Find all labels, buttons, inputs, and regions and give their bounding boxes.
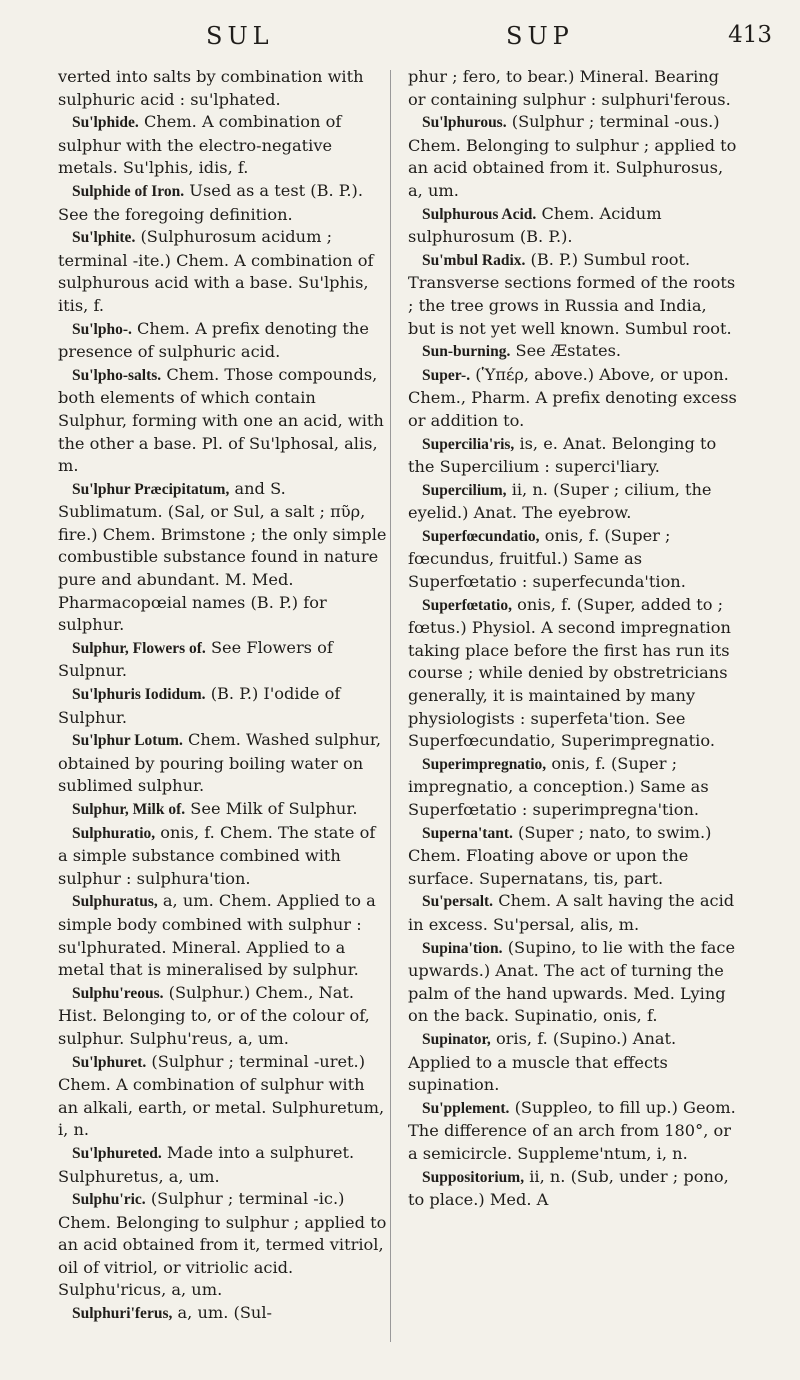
dictionary-entry bbox=[408, 364, 738, 433]
dictionary-entry bbox=[58, 1142, 388, 1188]
dictionary-entry bbox=[408, 594, 738, 753]
entry-definition: (Sulphur.) Chem., Nat. Hist. Belonging to, or of the colour of, sulphur. Sulphu'reus, a, um. bbox=[58, 982, 370, 1048]
dictionary-entry bbox=[58, 1051, 388, 1142]
entry-headword: Su'lphureted. bbox=[72, 1144, 162, 1162]
entry-definition: ii, n. (Sub, under ; pono, to place.) Med. A bbox=[408, 1166, 729, 1210]
entry-headword: Sulphur, Milk of. bbox=[72, 801, 186, 818]
dictionary-entry bbox=[408, 525, 738, 594]
entry-definition: Chem. Acidum sulphurosum (B. P.). bbox=[408, 203, 662, 247]
entry-definition: verted into salts by combination with sulphuric acid : su'lphated. bbox=[58, 67, 364, 109]
dictionary-entry bbox=[58, 364, 388, 478]
entry-definition: oris, f. (Supino.) Anat. Applied to a muscle that effects supination. bbox=[408, 1028, 677, 1095]
entry-definition: Made into a sulphuret. Sulphuretus, a, um. bbox=[58, 1142, 355, 1186]
entry-definition: (Super ; nato, to swim.) Chem. Floating above or upon the surface. Supernatans, tis, part. bbox=[408, 822, 712, 888]
entry-headword: Su'lphite. bbox=[72, 229, 136, 247]
entry-headword: Su'persalt. bbox=[422, 893, 494, 911]
entry-headword: Su'lphurous. bbox=[422, 114, 507, 132]
dictionary-entry bbox=[58, 226, 388, 317]
entry-definition: a, um. Chem. Applied to a simple body combined with sulphur : su'lphurated. Mineral. Applied to a metal that is mineralised by sulphur. bbox=[58, 891, 376, 980]
entry-definition: ii, n. (Super ; cilium, the eyelid.) Anat. The eyebrow. bbox=[408, 479, 712, 523]
entry-definition: See Flowers of Sulpnur. bbox=[58, 637, 333, 681]
dictionary-entry bbox=[408, 340, 738, 364]
entry-headword: Su'lpho-salts. bbox=[72, 366, 162, 384]
entry-headword: Superimpregnatio, bbox=[422, 755, 547, 773]
entry-headword: Supina'tion. bbox=[422, 939, 503, 957]
dictionary-entry bbox=[408, 203, 738, 249]
dictionary-entry bbox=[58, 1302, 388, 1326]
header-right-guideword: SUP bbox=[506, 22, 574, 50]
dictionary-entry bbox=[58, 890, 388, 981]
entry-headword: Sulphide of Iron. bbox=[72, 182, 185, 200]
entry-headword: Sulphuri'ferus, bbox=[72, 1305, 173, 1323]
entry-definition: (Sulphurosum acidum ; terminal -ite.) Chem. A combination of sulphurous acid with a base. Su'lphis, itis, f. bbox=[58, 227, 374, 315]
entry-definition: Chem. Washed sulphur, obtained by pouring boiling water on sublimed sulphur. bbox=[58, 730, 381, 796]
entry-definition: Chem. A salt having the acid in excess. Su'persal, alis, m. bbox=[408, 891, 735, 934]
dictionary-entry bbox=[58, 729, 388, 798]
dictionary-entry bbox=[58, 1188, 388, 1302]
entry-headword: Sulphuratio, bbox=[72, 824, 156, 842]
dictionary-entry bbox=[58, 180, 388, 226]
entry-definition: Chem. Those compounds, both elements of which contain Sulphur, forming with one an acid, with the other a base. Pl. of Su'lphosal, alis, m. bbox=[58, 364, 384, 476]
dictionary-entry bbox=[408, 937, 738, 1028]
entry-headword: Supercilium, bbox=[422, 481, 507, 499]
entry-definition: is, e. Anat. Belonging to the Supercilium : superci'liary. bbox=[408, 433, 717, 477]
entry-headword: Su'mbul Radix. bbox=[422, 251, 526, 269]
dictionary-entry bbox=[58, 982, 388, 1051]
entry-headword: Sulphurous Acid. bbox=[422, 205, 537, 223]
entry-headword: Su'lphur Lotum. bbox=[72, 732, 183, 750]
entry-definition: (Sulphur ; terminal -ic.) Chem. Belonging to sulphur ; applied to an acid obtained from it, termed vitriol, oil of vitriol, or vitriolic acid. Sulphu'ricus, a, um. bbox=[58, 1189, 387, 1300]
entry-headword: Sun-burning. bbox=[422, 343, 511, 361]
entry-definition: onis, f. (Super ; impregnatio, a conception.) Same as Superfœtatio : superimpregna'tion. bbox=[408, 753, 709, 819]
dictionary-entry bbox=[58, 683, 388, 729]
entry-definition: and S. Sublimatum. (Sal, or Sul, a salt ; πῦρ, fire.) Chem. Brimstone ; the only simple combustible substance found in nature pure and abundant. M. Med. Pharmacopœial names (B. P.) for sulphur. bbox=[58, 478, 387, 635]
entry-headword: Sulphur, Flowers of. bbox=[72, 639, 206, 657]
entry-definition: (Supino, to lie with the face upwards.) Anat. The act of turning the palm of the hand upwards. Med. Lying on the back. Supinatio, onis, f. bbox=[408, 937, 736, 1026]
dictionary-entry bbox=[408, 479, 738, 525]
entry-definition: See Æstates. bbox=[515, 341, 622, 361]
entry-headword: Sulphu'reous. bbox=[72, 984, 164, 1002]
entry-headword: Superfœcundatio, bbox=[422, 527, 540, 545]
entry-definition: onis, f. (Super, added to ; fœtus.) Physiol. A second impregnation taking place before the first has run its course ; while denied by obstretricians generally, it is maintained by many physiologists : superfeta'tion. See Superfœcundatio, Superimpregnatio. bbox=[408, 594, 731, 751]
dictionary-entry bbox=[58, 111, 388, 180]
entry-definition: Used as a test (B. P.). See the foregoing definition. bbox=[58, 180, 363, 224]
running-header bbox=[0, 22, 800, 58]
dictionary-entry bbox=[58, 478, 388, 637]
page-number: 413 bbox=[728, 22, 772, 48]
header-left-guideword: SUL bbox=[206, 22, 274, 50]
entry-definition: (Sulphur ; terminal -ous.) Chem. Belonging to sulphur ; applied to an acid obtained from it. Sulphurosus, a, um. bbox=[408, 112, 737, 200]
entry-headword: Suppositorium, bbox=[422, 1168, 525, 1186]
entry-headword: Su'pplement. bbox=[422, 1099, 510, 1117]
entry-definition: a, um. (Sul- bbox=[177, 1303, 273, 1323]
column-divider bbox=[390, 70, 391, 1342]
left-column bbox=[58, 66, 388, 1326]
entry-definition: (B. P.) I'odide of Sulphur. bbox=[58, 684, 341, 727]
dictionary-entry bbox=[408, 111, 738, 202]
dictionary-entry bbox=[408, 1166, 738, 1212]
entry-headword: Su'lphur Præcipitatum, bbox=[72, 480, 230, 498]
dictionary-entry bbox=[408, 1028, 738, 1097]
dictionary-entry bbox=[408, 822, 738, 891]
right-column bbox=[408, 66, 738, 1212]
dictionary-entry bbox=[58, 66, 388, 111]
entry-headword: Su'lpho-. bbox=[72, 320, 132, 338]
entry-headword: Sulphu'ric. bbox=[72, 1191, 146, 1209]
dictionary-entry bbox=[408, 66, 738, 111]
entry-headword: Superna'tant. bbox=[422, 824, 513, 842]
entry-definition: (Sulphur ; terminal -uret.) Chem. A combination of sulphur with an alkali, earth, or metal. Sulphuretum, i, n. bbox=[58, 1051, 385, 1140]
dictionary-entry bbox=[408, 1097, 738, 1166]
entry-definition: Chem. A combination of sulphur with the electro-negative metals. Su'lphis, idis, f. bbox=[58, 112, 342, 178]
dictionary-entry bbox=[58, 318, 388, 364]
entry-definition: onis, f. (Super ; fœcundus, fruitful.) Same as Superfœtatio : superfecunda'tion. bbox=[408, 525, 686, 592]
entry-headword: Su'lphuret. bbox=[72, 1053, 147, 1071]
dictionary-entry bbox=[58, 798, 388, 822]
entry-definition: onis, f. Chem. The state of a simple substance combined with sulphur : sulphura'tion. bbox=[58, 822, 376, 888]
entry-headword: Su'lphuris Iodidum. bbox=[72, 686, 206, 704]
entry-definition: Chem. A prefix denoting the presence of sulphuric acid. bbox=[58, 318, 369, 362]
entry-definition: (B. P.) Sumbul root. Transverse sections formed of the roots ; the tree grows in Russia and India, but is not yet well known. Sumbul root. bbox=[408, 249, 736, 338]
entry-definition: phur ; fero, to bear.) Mineral. Bearing or containing sulphur : sulphuri'ferous. bbox=[408, 67, 731, 109]
dictionary-entry bbox=[58, 822, 388, 891]
entry-headword: Supinator, bbox=[422, 1030, 491, 1048]
entry-headword: Super-. bbox=[422, 366, 471, 384]
dictionary-entry bbox=[58, 637, 388, 683]
dictionary-entry bbox=[408, 433, 738, 479]
entry-headword: Superfœtatio, bbox=[422, 596, 512, 614]
dictionary-entry bbox=[408, 890, 738, 936]
dictionary-entry bbox=[408, 249, 738, 340]
entry-definition: See Milk of Sulphur. bbox=[190, 799, 358, 818]
dictionary-entry bbox=[408, 753, 738, 822]
entry-headword: Supercilia'ris, bbox=[422, 435, 515, 453]
entry-definition: (Ὑπέρ, above.) Above, or upon. Chem., Pharm. A prefix denoting excess or addition to. bbox=[408, 364, 737, 430]
entry-headword: Sulphuratus, bbox=[72, 893, 158, 911]
entry-definition: (Suppleo, to fill up.) Geom. The difference of an arch from 180°, or a semicircle. Suppleme'ntum, i, n. bbox=[408, 1097, 736, 1163]
entry-headword: Su'lphide. bbox=[72, 114, 139, 132]
